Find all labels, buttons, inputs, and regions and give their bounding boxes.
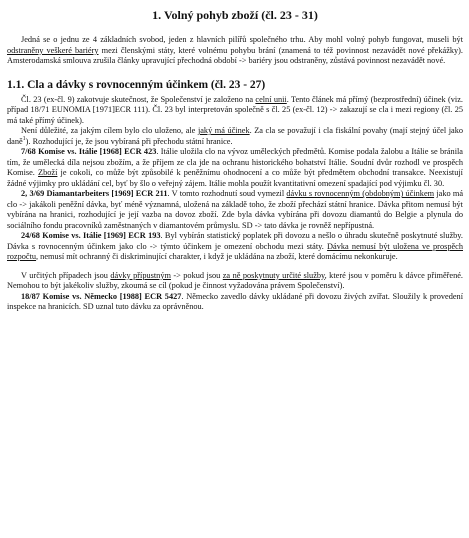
underlined-text: odstraněny veškeré bariéry: [7, 45, 99, 55]
footnote-ref: 1: [22, 135, 26, 142]
text-run: , které jsou v poměru k dávce přiměřené. Nemohou to být jakékoliv služby, zkoumá se cíl (pokud je činnost vyžadována právem Společenství).: [7, 270, 463, 290]
underlined-text: Zboží: [38, 168, 58, 177]
paragraph-effect: [7, 126, 463, 147]
text-run: mezi členskými státy, které volnému pohybu brání (znamená to též povinnost nezavádět nové překážky). Amsterodamská smlouva zrušila články upravující přechodná období -> bariéry jsou odstraněny, zůstává povinnost nezavádět nové.: [7, 45, 464, 65]
case-citation: 24/68 Komise vs. Itálie [1969] ECR 193: [21, 231, 161, 240]
text-run: Není důležité, za jakým cílem bylo clo uloženo, ale: [21, 126, 198, 135]
text-run: , nemusí mít ochranný či diskriminující charakter, i když je ukládána na zboží, které domácímu nekonkuruje.: [36, 252, 398, 261]
underlined-text: celní unii: [255, 94, 287, 104]
text-run: . Německo zavedlo dávky ukládané při dovozu živých zvířat. Sloužily k provedení inspekce na hranicích. SD uznal tuto dávku za oprávněnou.: [7, 291, 463, 311]
underlined-text: dávky přípustným: [110, 270, 171, 280]
text-run: je cokoli, co může být způsobilé k peněžnímu ohodnocení a co může být předmětem obchodní transakce. Neexistují žádné výjimky pro ukládání cel, byť by šlo o veřejný zájem. Itálie mohla použít kvantitativní omezení spadající pod výjimku čl. 30.: [7, 168, 463, 188]
case-citation: 18/87 Komise vs. Německo [1988] ECR 5427: [21, 291, 182, 301]
text-run: . Itálie uložila clo na vývoz uměleckých předmětů. Komise podala žalobu a Itálie se bránila tím, že umělecká díla nejsou zbožím, a že příjem ze cla jde na ochranu historického bohatství Itálie. Soudní dvůr rozhodl ve prospěch Komise.: [7, 147, 463, 177]
case-citation: 7/68 Komise vs. Itálie [1968] ECR 423: [21, 147, 157, 156]
paragraph-case-24-68: [7, 231, 463, 263]
text-run: . Byl vybírán statistický poplatek při dovozu a nešlo o úhradu skutečně poskytnuté služby. Dávka s rovnocenným účinkem jako clo -> týmto účinkem je omezení obchodu mezi státy.: [7, 231, 463, 251]
underlined-text: dávku s rovnocenným (obdobným) účinkem: [286, 189, 435, 198]
case-citation: 2, 3/69 Diamantarbeiters [1969] ECR 211: [21, 189, 168, 198]
intro-paragraph: [7, 35, 463, 67]
text-run: ). Rozhodující je, že jsou vybíraná při přechodu státní hranice.: [25, 136, 233, 146]
text-run: V určitých případech jsou: [21, 270, 111, 280]
section-title: 1.1. Cla a dávky s rovnocenným účinkem (čl. 23 - 27): [7, 78, 266, 91]
text-run: jako má clo -> jakákoli peněžní dávka, byť méně významná, uložená na základě toho, že zboží přechází státní hranice. Dávka přitom nemusí být vybírána na hranici, rozhodující je její vazba na dovoz zboží. Zde byla dávka vybírána při dovozu diamantů do Belgie a plynula do sociálního fondu pracovníků zaměstnaných v diamantovém průmyslu. SD -> tato dávka je rovněž nepřípustná.: [7, 189, 463, 230]
paragraph-case-18-87: [7, 292, 463, 313]
text-run: Jedná se o jednu ze 4 základních svobod, jeden z hlavních pilířů společného trhu. Aby mohl volný pohyb fungovat, museli být: [21, 35, 463, 44]
paragraph-case-7-68: [7, 147, 463, 189]
underlined-text: Dávka nemusí být uložena ve prospěch rozpočtu: [7, 241, 463, 261]
paragraph-permitted-charges: [7, 271, 463, 292]
paragraph-case-2-3-69: [7, 189, 463, 231]
text-run: . Za cla se považují i cla fiskální povahy (mají stejný účel jako daně: [7, 126, 463, 146]
paragraph-customs-union: [7, 95, 463, 127]
underlined-text: jaký má účinek: [197, 126, 250, 135]
page-title: 1. Volný pohyb zboží (čl. 23 - 31): [152, 8, 318, 22]
underlined-text: za ně poskytnuty určité služby: [222, 270, 325, 280]
text-run: . V tomto rozhodnutí soud vymezil: [167, 189, 287, 198]
text-run: -> pokud jsou: [170, 270, 223, 280]
text-run: . Tento článek má přímý (bezprostřední) účinek (viz. případ 18/71 EUNOMIA [1971]ECR 111). Čl. 23 byl interpretován společně s čl. 25 (ex-čl. 12) -> zakazují se cla i mezi regiony (čl. 25 má také přímý účinek).: [7, 94, 463, 125]
text-run: Čl. 23 (ex-čl. 9) zakotvuje skutečnost, že Společenství je založeno na: [21, 94, 256, 104]
